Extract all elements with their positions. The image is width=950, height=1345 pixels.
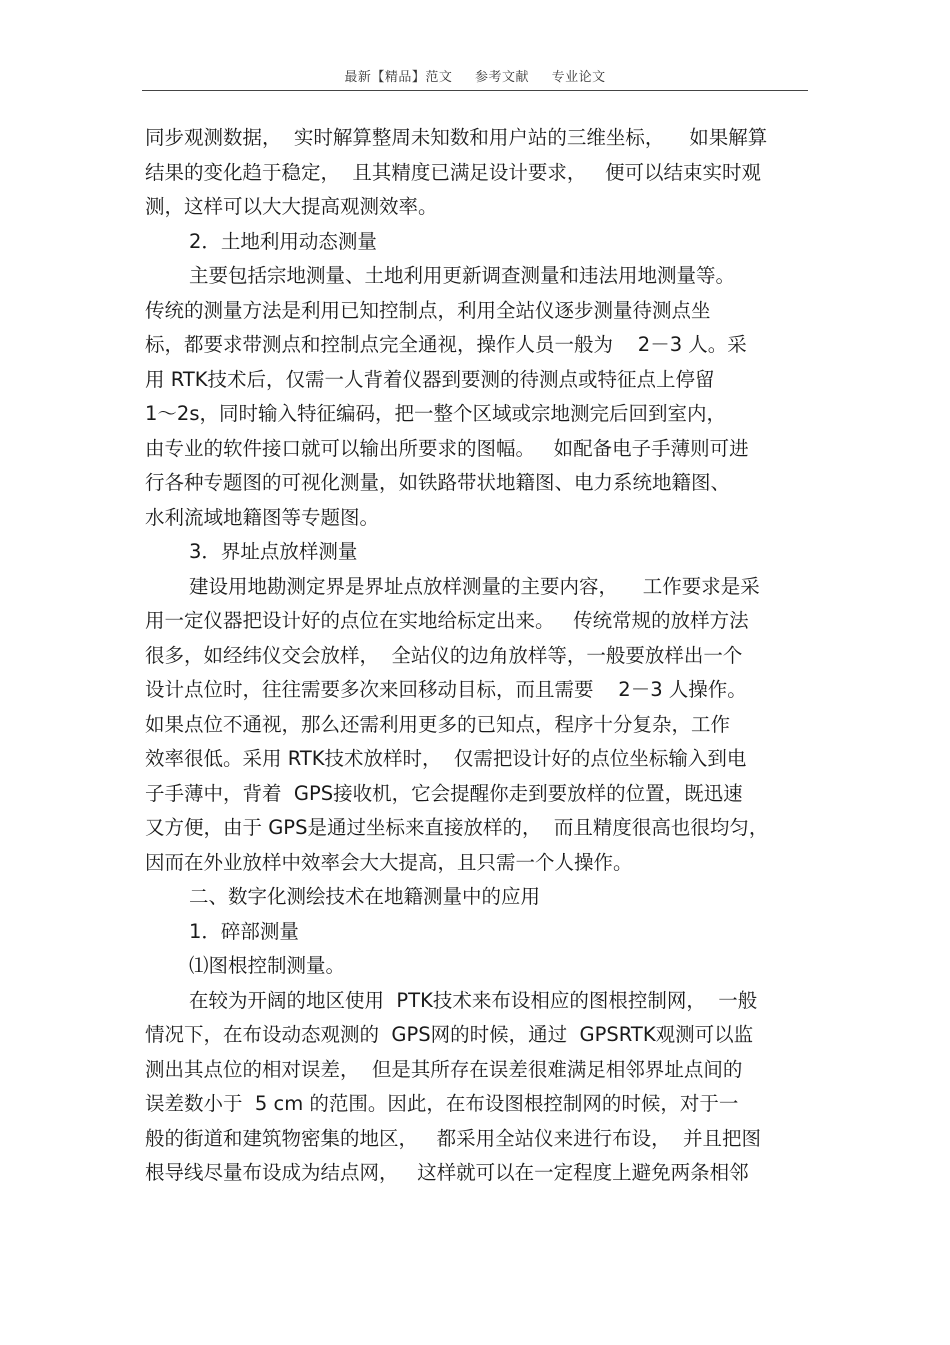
text-line: 如果点位不通视，那么还需利用更多的已知点，程序十分复杂，工作 xyxy=(145,712,731,736)
text-line: 结果的变化趋于稳定， 且其精度已满足设计要求， 便可以结束实时观 xyxy=(145,160,761,184)
document-body xyxy=(145,121,811,1191)
text-line: 标，都要求带测点和控制点完全通视，操作人员一般为 2－3 人。采 xyxy=(145,333,747,356)
text-line: 2．土地利用动态测量 xyxy=(189,229,377,253)
header-item-3: 专业论文 xyxy=(551,70,606,85)
text-line: 传统的测量方法是利用已知控制点，利用全站仪逐步测量待测点坐 xyxy=(145,298,711,322)
text-line: 1．碎部测量 xyxy=(189,919,299,943)
text-line: 1～2s，同时输入特征编码，把一整个区域或宗地测完后回到室内， xyxy=(145,402,726,425)
text-line: 效率很低。采用 RTK技术放样时， 仅需把设计好的点位坐标输入到电 xyxy=(145,747,747,770)
header-item-2: 参考文献 xyxy=(474,70,529,85)
text-line: 建设用地勘测定界是界址点放样测量的主要内容， 工作要求是采 xyxy=(189,574,760,598)
text-line: 测，这样可以大大提高观测效率。 xyxy=(145,195,438,218)
page-header xyxy=(0,66,950,85)
text-line: 水利流域地籍图等专题图。 xyxy=(145,505,380,529)
text-line: 用 RTK技术后，仅需一人背着仪器到要测的待测点或特征点上停留 xyxy=(145,367,715,391)
text-line: 根导线尽量布设成为结点网， 这样就可以在一定程度上避免两条相邻 xyxy=(145,1161,749,1184)
text-line: 主要包括宗地测量、土地利用更新调查测量和违法用地测量等。 xyxy=(189,264,736,287)
text-line: 由专业的软件接口就可以输出所要求的图幅。 如配备电子手薄则可进 xyxy=(145,436,749,460)
header-divider xyxy=(142,90,808,91)
text-line: 子手薄中，背着 GPS接收机，它会提醒你走到要放样的位置，既迅速 xyxy=(145,781,743,805)
text-line: 测出其点位的相对误差， 但是其所存在误差很难满足相邻界址点间的 xyxy=(145,1057,743,1081)
text-line: 很多，如经纬仪交会放样， 全站仪的边角放样等，一般要放样出一个 xyxy=(145,643,743,667)
text-line: 3．界址点放样测量 xyxy=(189,540,358,563)
text-line: 同步观测数据， 实时解算整周未知数和用户站的三维坐标， 如果解算 xyxy=(145,126,768,149)
text-line: 在较为开阔的地区使用 PTK技术来布设相应的图根控制网， 一般 xyxy=(189,988,758,1012)
text-line: 行各种专题图的可视化测量，如铁路带状地籍图、电力系统地籍图、 xyxy=(145,471,731,494)
text-line: 设计点位时，往往需要多次来回移动目标，而且需要 2－3 人操作。 xyxy=(145,678,747,701)
text-line: 二、数字化测绘技术在地籍测量中的应用 xyxy=(189,885,541,908)
text-line: 情况下，在布设动态观测的 GPS网的时候，通过 GPSRTK观测可以监 xyxy=(145,1023,754,1046)
text-line: 误差数小于 5 cm 的范围。因此，在布设图根控制网的时候，对于一 xyxy=(145,1092,739,1115)
text-line: ⑴图根控制测量。 xyxy=(189,954,346,977)
header-item-1: 最新【精品】范文 xyxy=(344,70,453,85)
text-line: 又方便，由于 GPS是通过坐标来直接放样的， 而且精度很高也很均匀， xyxy=(145,816,769,839)
text-line: 因而在外业放样中效率会大大提高，且只需一个人操作。 xyxy=(145,850,633,874)
text-line: 般的街道和建筑物密集的地区， 都采用全站仪来进行布设， 并且把图 xyxy=(145,1126,761,1150)
text-line: 用一定仪器把设计好的点位在实地给标定出来。 传统常规的放样方法 xyxy=(145,609,749,632)
